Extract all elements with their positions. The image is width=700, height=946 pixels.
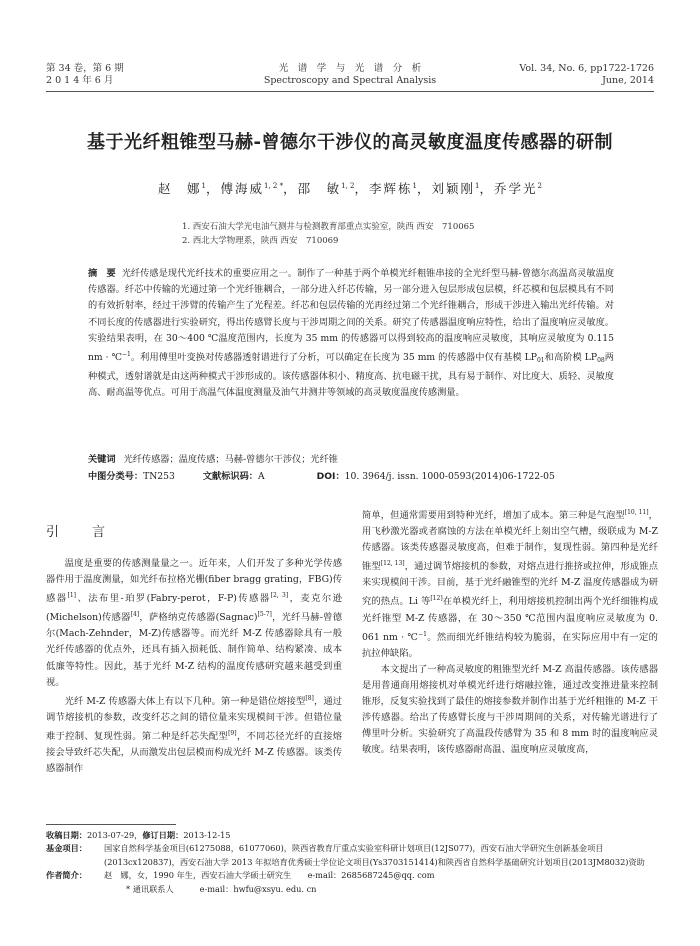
author: 刘颖刚$^1$ — [431, 181, 480, 196]
journal-name-cn: 光 谱 学 与 光 谱 分 析 — [278, 63, 422, 74]
footnotes — [46, 829, 658, 896]
doi-value: 10. 3964/j. issn. 1000-0593(2014)06-1722-05 — [344, 471, 555, 482]
author: 傅海威$^{1, 2 *}$ — [220, 181, 284, 196]
header-center — [200, 63, 500, 87]
publication-date: 2 0 1 4 年 6 月 — [46, 75, 114, 86]
doc-code-value: A — [257, 471, 265, 482]
keywords — [88, 452, 614, 468]
classification-line — [88, 469, 614, 485]
author: 李辉栋$^1$ — [369, 181, 417, 196]
author: 乔学光$^2$ — [494, 181, 542, 196]
header-right — [519, 63, 654, 87]
affiliation-1: 1. 西安石油大学光电油气测井与检测教育部重点实验室，陕西 西安 710065 — [182, 222, 475, 232]
paper-title: 基于光纤粗锥型马赫-曾德尔干涉仪的高灵敏度温度传感器的研制 — [87, 132, 613, 153]
paragraph: 光纤 M-Z 传感器大体上有以下几种。第一种是错位熔接型[8]，通过调节熔接机的参数，改变纤芯之间的错位量来实现模间干涉。但错位量难于控制、复现性弱。第二种是纤芯失配型[9]，不同芯径光纤的直接熔接会导致纤芯失配，从而激发出包层模而构成光纤 M-Z 传感器。该类传感器制作 — [46, 694, 342, 775]
author: 邵 敏$^{1, 2}$ — [297, 181, 355, 196]
footnote-corresponding: * 通讯联系人 e-mail：hwfu@xsyu. edu. cn — [126, 883, 317, 894]
publication-month: June, 2014 — [602, 75, 654, 86]
paragraph: 本文提出了一种高灵敏度的粗锥型光纤 M-Z 高温传感器。该传感器是用普通商用熔接机对单模光纤进行熔融拉锥，通过改变推进量来控制锥形，反复实验找到了最佳的熔接参数并制作出基于光纤粗锥的 M-Z 干涉传感器。给出了传感臂长度与干涉周期间的关系，对传输光谱进行了傅里叶分析。实验研究了高温段传感臂为 35 和 8 mm 时的温度响应灵敏度。结果表明，该传感器耐高温、温度响应灵敏度高， — [362, 663, 658, 756]
paragraph: 简单，但通常需要用到特种光纤，增加了成本。第三种是气泡型[10, 11]，用飞秒激光器或者腐蚀的方法在单模光纤上刻出空气槽，级联成为 M-Z 传感器。该类传感器灵敏度高，但难于制作，复现性弱。第四种是光纤锥型[12, 13]，通过调节熔接机的参数，对熔点进行推挤或拉伸，形成锥点来实现模间干涉。目前，基于光纤融锥型的光纤 M-Z 温度传感器成为研究的热点。Li 等[12]在单模光纤上，利用熔接机控制出两个光纤细锥构成光纤锥型 M-Z 传感器，在 30～350 ℃范围内温度响应灵敏度为 0. 061 nm · ℃$^{-1}$。然而细光纤锥结构较为脆弱，在实际应用中有一定的抗拉伸缺陷。 — [362, 509, 658, 659]
affiliations — [182, 220, 474, 248]
keywords-label: 关键词 — [88, 454, 116, 465]
clc-label: 中图分类号： — [88, 471, 144, 482]
footnote-fund: 基金项目： 国家自然科学基金项目(61275088，61077060)，陕西省教育厅重点实验室科研计划项目(12JS077)，西安石油大学研究生创新基金项目(2013cx120837)，西安石油大学 2013 年拟培育优秀硕士学位论文项目(Ys3703151414)和陕西省自然科学基础研究计划项目(2013JM8032)资助 — [46, 843, 645, 867]
affiliation-2: 2. 西北大学物理系，陕西 西安 710069 — [182, 236, 339, 246]
abstract-label: 摘 要 — [88, 268, 116, 279]
volume-pages: Vol. 34, No. 6, pp1722-1726 — [519, 63, 654, 74]
author-list: 赵 娜$^1$，傅海威$^{1, 2 *}$，邵 敏$^{1, 2}$，李辉栋$^1$，刘颖刚$^1$，乔学光$^2$ — [158, 181, 542, 196]
abstract: 摘 要 光纤传感是现代光纤技术的重要应用之一。制作了一种基于两个单模光纤粗锥串接的全光纤型马赫-曾德尔高温高灵敏温度传感器。纤芯中传输的光通过第一个光纤锥耦合，一部分进入纤芯传输，另一部分进入包层形成包层模，纤芯模和包层模具有不同的有效折射率，经过干涉臂的传输产生了光程差。纤芯和包层传输的光再经过第二个光纤锥耦合，形成干涉进入输出光纤传输。对不同长度的传感器进行实验研究，得出传感臂长度与干涉周期之间的关系。研究了传感器温度响应特性，给出了温度响应灵敏度。实验结果表明，在 30～400 ℃温度范围内，长度为 35 mm 的传感器可以得到较高的温度响应灵敏度，其响应灵敏度为 0.115 nm · ℃$^{-1}$。利用傅里叶变换对传感器透射谱进行了分析，可以确定在长度为 35 mm 的传感器中仅有基模 $LP_{01}$和高阶模 $LP_{08}$两种模式，透射谱就是由这两种模式干涉形成的。该传感器体积小、精度高、抗电磁干扰，具有易于制作、对比度大、质轻、灵敏度高、耐高温等优点。可用于高温气体温度测量及油气井测井等领域的高灵敏度温度传感测量。 — [88, 268, 615, 399]
doi-label: DOI： — [316, 471, 345, 482]
footnote-author: 作者简介： 赵 娜，女，1990 年生，西安石油大学硕士研究生 e-mail：2685687245@qq. com — [46, 870, 435, 881]
footnote-rule — [46, 824, 176, 825]
clc-value: TN253 — [143, 471, 175, 482]
header-left — [46, 63, 124, 87]
keywords-value: 光纤传感器；温度传感；马赫-曾德尔干涉仪；光纤锥 — [123, 454, 338, 465]
author: 赵 娜$^1$ — [158, 181, 206, 196]
journal-name-en: Spectroscopy and Spectral Analysis — [263, 75, 437, 86]
header-rule — [46, 91, 654, 92]
doc-code-label: 文献标识码： — [202, 471, 258, 482]
section-title: 引 言 — [46, 525, 116, 540]
left-column — [46, 556, 342, 777]
volume-issue: 第 34 卷，第 6 期 — [46, 63, 124, 74]
right-column — [362, 505, 658, 758]
paragraph: 温度是重要的传感测量量之一。近年来，人们开发了多种光学传感器件用于温度测量，如光纤布拉格光栅(fiber bragg grating，FBG)传感器[1]、法布里-珀罗(Fabry-perot，F-P)传感器[2, 3]，麦克尔逊(Michelson)传感器[4]，萨格纳克传感器(Sagnac)[5-7]，光纤马赫-曾德尔(Mach-Zehnder，M-Z)传感器等。而光纤 M-Z 传感器除具有一般光纤传感器的优点外，还具有插入损耗低、制作简单、结构紧凑、成本低廉等特性。因此，基于光纤 M-Z 结构的温度传感研究越来越受到重视。 — [46, 558, 342, 688]
footnote-dates: 收稿日期：2013-07-29，修订日期：2013-12-15 — [46, 830, 231, 840]
